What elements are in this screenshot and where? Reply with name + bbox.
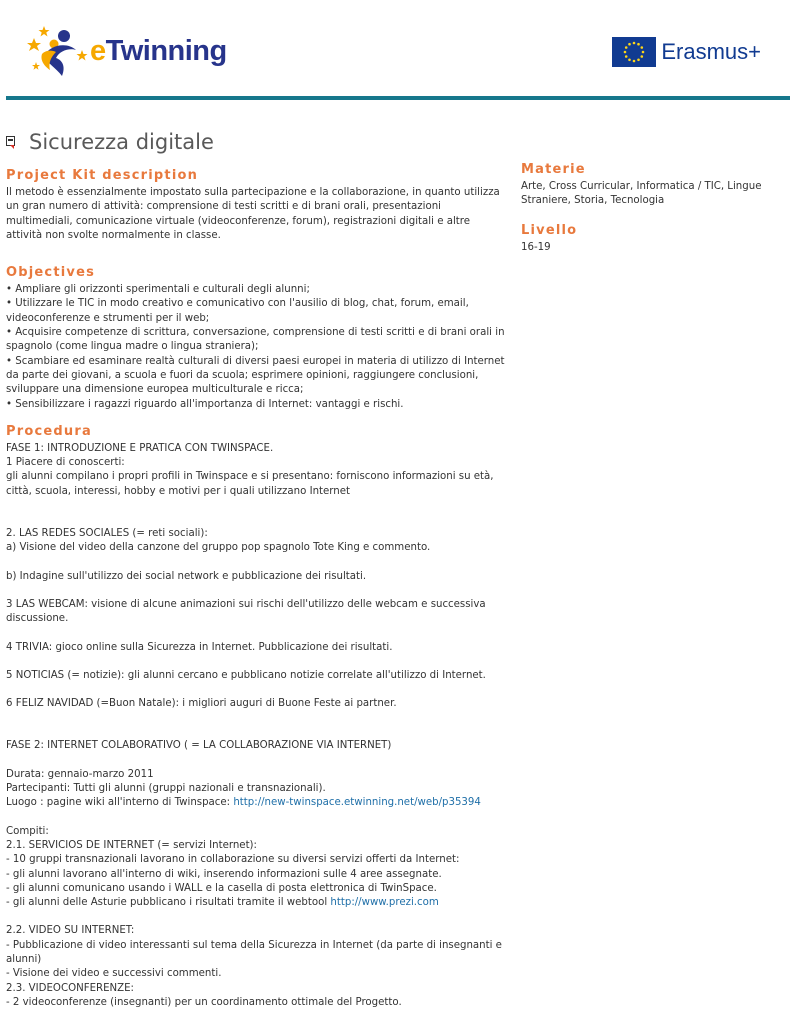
eu-flag-icon (612, 37, 656, 67)
list-item: - gli alunni comunicano usando i WALL e la casella di posta elettronica di TwinSpace. (6, 882, 437, 894)
main-content (6, 168, 506, 1010)
procedure-section (6, 424, 506, 1010)
list-item: - Visione dei video e successivi commenti. (6, 968, 222, 980)
partecipanti-text: Partecipanti: Tutti gli alunni (gruppi nazionali e transnazionali). (6, 783, 326, 795)
procedure-heading: Procedura (6, 423, 92, 439)
etwinning-logo[interactable] (26, 20, 227, 82)
materie-section (521, 162, 781, 209)
task-title: 2.1. SERVICIOS DE INTERNET (= servizi Internet): (6, 839, 257, 851)
step-text: gli alunni compilano i propri profili in Twinspace e si presentano: forniscono informazioni su età, città, scuola, interessi, hobby e motivi per i quali utilizzano Internet (6, 471, 494, 497)
list-item: - 10 gruppi transnazionali lavorano in collaborazione su diversi servizi offerti da Internet: (6, 854, 460, 866)
etwinning-wordmark: eTwinning (90, 34, 227, 67)
list-item: • Acquisire competenze di scrittura, conversazione, comprensione di testi scritti e di brani orali in spagnolo (come lingua madre o lingua straniera); (6, 327, 505, 353)
luogo-text: Luogo : pagine wiki all'interno di Twinspace: http://new-twinspace.etwinning.net/web/p35394 (6, 797, 481, 809)
livello-section (521, 223, 781, 255)
etwinning-figure-icon (26, 20, 88, 82)
description-heading: Project Kit description (6, 168, 199, 183)
step-text: b) Indagine sull'utilizzo dei social network e pubblicazione dei risultati. (6, 570, 367, 582)
objectives-section (6, 265, 506, 412)
list-item: - Pubblicazione di video interessanti sul tema della Sicurezza in Internet (da parte di insegnanti e alunni) (6, 939, 502, 965)
step-text: 5 NOTICIAS (= notizie): gli alunni cercano e pubblicano notizie correlate all'utilizzo di Internet. (6, 669, 486, 681)
livello-heading: Livello (521, 222, 578, 238)
page-title: Sicurezza digitale (29, 130, 214, 154)
description-section (6, 168, 506, 243)
step-text: a) Visione del video della canzone del gruppo pop spagnolo Tote King e commento. (6, 542, 431, 554)
bookmark-icon (6, 136, 15, 149)
task-title: 2.2. VIDEO SU INTERNET: (6, 925, 135, 937)
durata-text: Durata: gennaio-marzo 2011 (6, 768, 154, 780)
step-title: 2. LAS REDES SOCIALES (= reti sociali): (6, 528, 208, 540)
list-item: - gli alunni delle Asturie pubblicano i risultati tramite il webtool http://www.prezi.com (6, 897, 439, 909)
header-divider (6, 96, 790, 100)
step-text: 4 TRIVIA: gioco online sulla Sicurezza in Internet. Pubblicazione dei risultati. (6, 641, 393, 653)
sidebar (521, 162, 781, 255)
list-item: • Ampliare gli orizzonti sperimentali e culturali degli alunni; (6, 284, 310, 296)
step-text: 3 LAS WEBCAM: visione di alcune animazioni sui rischi dell'utilizzo delle webcam e successiva discussione. (6, 598, 486, 625)
list-item: • Sensibilizzare i ragazzi riguardo all'importanza di Internet: vantaggi e rischi. (6, 398, 404, 410)
twinspace-link[interactable]: http://new-twinspace.etwinning.net/web/p35394 (233, 797, 481, 809)
description-text: Il metodo è essenzialmente impostato sulla partecipazione e la collaborazione, in quanto utilizza un gran numero di attività: comprensione di testi scritti e di brani orali, presentazioni multimediali, comunicazione virtuale (videoconferenze, forum), registrazioni digitali e altre attività non svolte normalmente in classe. (6, 187, 500, 241)
materie-text: Arte, Cross Curricular, Informatica / TIC, Lingue Straniere, Storia, Tecnologia (521, 181, 762, 207)
step-title: 1 Piacere di conoscerti: (6, 457, 125, 469)
objectives-heading: Objectives (6, 265, 96, 281)
materie-heading: Materie (521, 162, 586, 177)
step-text: 6 FELIZ NAVIDAD (=Buon Natale): i migliori auguri di Buone Feste ai partner. (6, 698, 397, 710)
task-title: 2.3. VIDEOCONFERENZE: (6, 982, 134, 994)
list-item: - 2 videoconferenze (insegnanti) per un coordinamento ottimale del Progetto. (6, 996, 402, 1008)
compiti-title: Compiti: (6, 825, 49, 837)
erasmus-wordmark: Erasmus+ (661, 39, 761, 64)
fase1-title: FASE 1: INTRODUZIONE E PRATICA CON TWINSPACE. (6, 442, 274, 454)
list-item: • Utilizzare le TIC in modo creativo e comunicativo con l'ausilio di blog, chat, forum, email, videoconferenze e strumenti per il web; (6, 298, 469, 324)
prezi-link[interactable]: http://www.prezi.com (330, 897, 439, 909)
page-header (0, 0, 791, 100)
livello-text: 16-19 (521, 241, 551, 253)
fase2-title: FASE 2: INTERNET COLABORATIVO ( = LA COLLABORAZIONE VIA INTERNET) (6, 740, 392, 752)
list-item: • Scambiare ed esaminare realtà culturali di diversi paesi europei in materia di utilizzo di Internet da parte dei giovani, a scuola e fuori da scuola; esprimere opinioni, raggiungere conclusioni, sviluppare una dimensione europea multiculturale e ricca; (6, 355, 505, 396)
page-title-row (6, 130, 214, 154)
erasmus-logo[interactable] (612, 37, 761, 67)
list-item: - gli alunni lavorano all'interno di wiki, inserendo informazioni sulle 4 aree assegnate. (6, 868, 442, 880)
